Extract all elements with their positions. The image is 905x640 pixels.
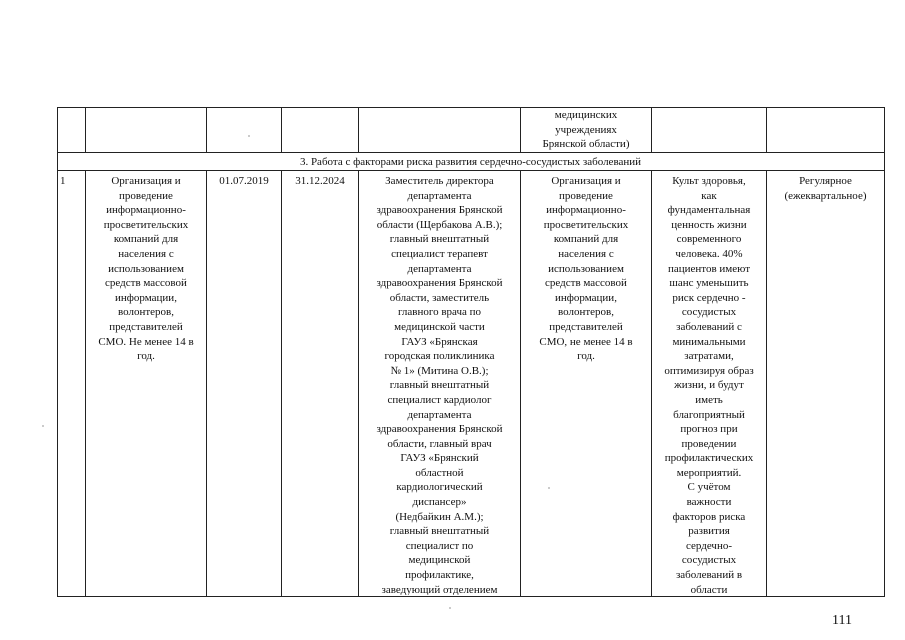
row-number: 1 xyxy=(60,175,66,187)
table-top-border xyxy=(57,107,885,108)
col-divider xyxy=(57,170,58,596)
page-number: 111 xyxy=(832,613,852,628)
col-divider xyxy=(766,170,767,596)
col-divider xyxy=(358,107,359,152)
section-right-border xyxy=(884,152,885,170)
col-divider xyxy=(57,107,58,152)
col-divider xyxy=(651,107,652,152)
scan-speck xyxy=(449,607,451,609)
row-bottom-border xyxy=(57,596,885,597)
frequency-cell: Регулярное (ежеквартальное) xyxy=(784,175,867,202)
activity-cell: Организация и проведение информационно- просветительских компаний для населения с использованием средств массовой информации, волонтеров, представителей СМО. Не менее 14 в год. xyxy=(98,175,194,363)
responsible-cell: Заместитель директора департамента здравоохранения Брянской области (Щербакова А.В.); главный внештатный специалист терапевт департамента здравоохранения Брянской области, заместитель главного врача по медицинской части ГАУЗ «Брянская городская поликлиника № 1» (Митина О.В.); главный внештатный специалист кардиолог департамента здравоохранения Брянской области, главный врач ГАУЗ «Брянский областной кардиологический диспансер» (Недбайкин А.М.); главный внештатный специалист по медицинской профилактике, заведующий отделением xyxy=(376,175,503,595)
col-divider xyxy=(85,107,86,152)
prev-row-continuation-text: медицинских учреждениях Брянской области) xyxy=(542,109,630,151)
col-divider xyxy=(281,170,282,596)
end-date-cell: 31.12.2024 xyxy=(295,175,345,187)
start-date-cell: 01.07.2019 xyxy=(219,175,269,187)
scan-speck xyxy=(548,487,550,489)
scan-speck xyxy=(42,425,44,427)
col-divider xyxy=(884,170,885,596)
result-cell: Организация и проведение информационно- просветительских компаний для населения с использованием средств массовой информации, волонтеров, представителей СМО, не менее 14 в год. xyxy=(539,175,633,363)
col-divider xyxy=(281,107,282,152)
col-divider xyxy=(884,107,885,152)
scan-speck xyxy=(248,135,250,137)
effect-cell: Культ здоровья, как фундаментальная ценность жизни современного человека. 40% пациентов имеют шанс уменьшить риск сердечно - сосудистых заболеваний с минимальными затратами, оптимизируя образ жизни, и будут иметь благоприятный прогноз при проведении профилактических мероприятий. С учётом важности факторов риска развития сердечно- сосудистых заболеваний в области xyxy=(664,175,754,595)
col-divider xyxy=(206,170,207,596)
col-divider xyxy=(206,107,207,152)
section-title: 3. Работа с факторами риска развития сердечно-сосудистых заболеваний xyxy=(299,156,642,168)
col-divider xyxy=(766,107,767,152)
